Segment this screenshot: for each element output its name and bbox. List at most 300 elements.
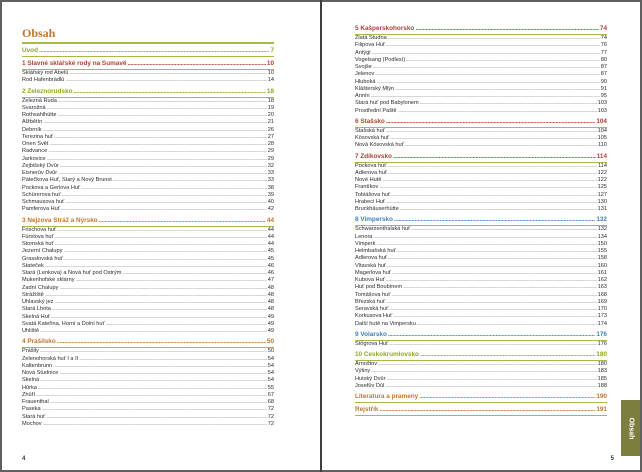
toc-entry[interactable]	[355, 368, 607, 375]
right-section-list	[355, 25, 607, 416]
leader-dots	[388, 255, 597, 262]
entry-page: 185	[597, 375, 607, 382]
toc-entry[interactable]	[22, 248, 274, 255]
toc-section	[355, 351, 607, 390]
toc-entry[interactable]	[22, 377, 274, 384]
leader-dots	[406, 57, 600, 64]
toc-entry[interactable]	[355, 313, 607, 320]
entry-label: Eisnerův Dvůr	[22, 170, 58, 176]
right-toc-column	[355, 22, 607, 416]
leader-dots	[371, 368, 596, 375]
toc-entry[interactable]	[355, 255, 607, 262]
entry-label: Výtiny	[355, 368, 371, 375]
leader-dots	[52, 306, 267, 313]
leader-dots	[385, 383, 596, 390]
entry-page: 44	[267, 241, 274, 247]
toc-entry[interactable]	[355, 42, 607, 49]
toc-entry[interactable]	[22, 227, 274, 234]
entry-label: Kaltenbrunn	[22, 362, 53, 369]
entry-page: 47	[267, 277, 274, 284]
leader-dots	[61, 192, 266, 199]
title-rule	[22, 42, 274, 44]
leader-dots	[39, 47, 269, 55]
leader-dots	[375, 71, 599, 78]
entry-page: 91	[600, 85, 607, 92]
leader-dots	[42, 406, 267, 413]
toc-entry[interactable]	[22, 170, 274, 177]
toc-entry[interactable]	[22, 134, 274, 141]
toc-entry[interactable]	[355, 306, 607, 313]
toc-entry[interactable]	[22, 392, 274, 399]
leader-dots	[382, 177, 596, 184]
entry-label: Rothsahlhütte	[22, 112, 57, 118]
toc-entry[interactable]	[355, 277, 607, 284]
section-page: 44	[266, 216, 274, 224]
leader-dots	[391, 292, 596, 299]
entry-page: 173	[597, 313, 607, 320]
toc-entry[interactable]	[22, 177, 274, 184]
leader-dots	[420, 351, 595, 359]
toc-entry[interactable]	[22, 141, 274, 148]
toc-entry[interactable]	[22, 234, 274, 241]
toc-entry[interactable]	[355, 79, 607, 86]
entry-page: 162	[597, 277, 607, 283]
leader-dots	[40, 348, 267, 355]
entry-label: Nová Kösovská huť	[355, 142, 404, 149]
entry-label: Annín	[355, 93, 370, 99]
leader-dots	[99, 217, 266, 225]
entry-page: 20	[267, 112, 274, 118]
chapter-tab-label: Obsah	[627, 417, 635, 439]
section-page: 114	[596, 152, 607, 160]
leader-dots	[58, 170, 267, 177]
toc-entry[interactable]	[22, 406, 274, 413]
toc-section	[355, 393, 607, 403]
section-page: 191	[596, 406, 607, 413]
entry-page: 45	[267, 255, 274, 262]
entry-label: Filipova Huť	[355, 42, 386, 49]
entry-label: Radvance	[22, 148, 48, 155]
entry-page: 72	[267, 413, 274, 420]
section-title: Literatura a prameny	[355, 393, 419, 400]
leader-dots	[76, 277, 267, 284]
entry-label: Hutský Dvůr	[355, 375, 386, 382]
leader-dots	[405, 142, 597, 149]
toc-entry[interactable]	[22, 421, 274, 428]
entry-label: Mukenhofské sklárny	[22, 277, 75, 284]
entry-label: Pamferova Huť	[22, 206, 60, 213]
toc-entry[interactable]	[355, 299, 607, 306]
entry-label: Nová Studnice	[22, 370, 59, 376]
entry-page: 19	[267, 104, 274, 111]
toc-entry[interactable]	[22, 356, 274, 363]
entry-page: 54	[267, 370, 274, 376]
section-heading[interactable]	[355, 393, 607, 401]
entry-label: Josefův Důl	[355, 382, 385, 389]
leader-dots	[386, 199, 597, 206]
toc-entry[interactable]	[22, 370, 274, 377]
entry-label: Kubova Huť	[355, 277, 385, 283]
entry-page: 163	[597, 284, 607, 291]
section-heading[interactable]	[22, 88, 274, 96]
leader-dots	[57, 338, 266, 346]
entry-page: 54	[267, 362, 274, 369]
toc-entry[interactable]	[22, 348, 274, 355]
entry-page: 44	[267, 226, 274, 233]
toc-entry[interactable]	[355, 361, 607, 368]
entry-page: 39	[267, 191, 274, 198]
entry-label: Vimperk	[355, 240, 376, 247]
toc-entry[interactable]	[22, 148, 274, 155]
section-page: 180	[596, 351, 607, 358]
toc-entry[interactable]	[355, 270, 607, 277]
toc-entry[interactable]	[355, 263, 607, 270]
entry-label: Terezina huť	[22, 133, 54, 140]
entry-page: 55	[267, 384, 274, 391]
toc-entry[interactable]	[355, 226, 607, 233]
toc-entry[interactable]	[355, 64, 607, 71]
entry-label: Hrabeci Huť	[355, 198, 386, 205]
entry-label: Vltavská huť	[355, 262, 387, 269]
leader-dots	[40, 328, 267, 335]
entry-page: 77	[600, 49, 607, 56]
toc-entry[interactable]	[22, 263, 274, 270]
toc-entry[interactable]	[355, 71, 607, 78]
toc-entry[interactable]	[22, 119, 274, 126]
entry-page: 104	[597, 127, 607, 134]
toc-entry[interactable]	[355, 170, 607, 177]
toc-entry[interactable]	[355, 383, 607, 390]
toc-entry[interactable]	[22, 256, 274, 263]
leader-dots	[386, 42, 600, 49]
toc-entry[interactable]	[355, 292, 607, 299]
entry-label: Zhůří	[22, 391, 36, 398]
toc-entry[interactable]	[355, 192, 607, 199]
toc-entry[interactable]	[22, 105, 274, 112]
toc-entry[interactable]	[22, 185, 274, 192]
toc-entry[interactable]	[22, 328, 274, 335]
entry-page: 103	[597, 100, 607, 107]
toc-entry[interactable]	[355, 163, 607, 170]
leader-dots	[386, 299, 597, 306]
toc-entry[interactable]	[355, 248, 607, 255]
toc-entry[interactable]	[355, 108, 607, 115]
entry-label: Huť pod Boubínem	[355, 284, 403, 291]
entry-page: 49	[267, 320, 274, 327]
toc-entry[interactable]	[355, 234, 607, 241]
toc-entry[interactable]	[355, 199, 607, 206]
leader-dots	[388, 170, 597, 177]
entry-label: Schwarzenthalská huť	[355, 226, 411, 233]
entry-page: 44	[267, 233, 274, 240]
leader-dots	[47, 156, 267, 163]
toc-entry[interactable]	[355, 128, 607, 135]
entry-label: Jezerní Chalupy	[22, 248, 63, 255]
entry-label: Pockova huť	[355, 162, 387, 169]
leader-dots	[65, 199, 267, 206]
entry-page: 33	[267, 170, 274, 176]
leader-dots	[389, 306, 596, 313]
entry-label: Helmbašská huť	[355, 248, 396, 254]
entry-label: Schmausova huť	[22, 199, 65, 205]
leader-dots	[387, 163, 597, 170]
toc-entry[interactable]	[22, 98, 274, 105]
leader-dots	[54, 134, 267, 141]
section-page: 104	[596, 117, 607, 125]
entry-label: Rod Hafenbrädlů	[22, 77, 65, 84]
leader-dots	[53, 363, 267, 370]
entry-label: Sklářský rod Abelů	[22, 70, 69, 76]
section-title: 3 Nejzova Stráž a Nýrsko	[22, 216, 98, 224]
entry-page: 170	[597, 306, 607, 312]
leader-dots	[60, 163, 267, 170]
entry-page: 134	[597, 233, 607, 240]
toc-entry[interactable]	[355, 100, 607, 107]
toc-entry[interactable]	[22, 306, 274, 313]
toc-section	[22, 47, 274, 57]
entry-page: 188	[597, 382, 607, 389]
toc-entry[interactable]	[22, 241, 274, 248]
leader-dots	[392, 270, 597, 277]
entry-page: 10	[267, 70, 274, 76]
toc-entry[interactable]	[22, 385, 274, 392]
leader-dots	[54, 299, 266, 306]
leader-dots	[394, 216, 595, 224]
section-heading[interactable]	[22, 217, 274, 225]
entry-label: Hůrka	[22, 384, 37, 391]
entry-page: 68	[267, 399, 274, 405]
entry-label: Frauenthal	[22, 399, 49, 405]
toc-section	[355, 406, 607, 416]
leader-dots	[376, 241, 596, 248]
leader-dots	[45, 292, 267, 299]
leader-dots	[371, 93, 600, 100]
entry-label: Stará Lhota	[22, 306, 51, 313]
entry-label: Stateček	[22, 262, 44, 269]
section-rule	[355, 415, 607, 416]
entry-label: Vogelsang (Podlesí)	[355, 56, 406, 63]
entry-page: 155	[597, 248, 607, 254]
entry-label: Stögrova Huť	[355, 340, 389, 347]
section-heading[interactable]	[22, 47, 274, 55]
entry-label: Hluboká	[355, 78, 376, 85]
entry-label: Skelná	[22, 377, 40, 384]
entry-label: Šeravská huť	[355, 306, 389, 312]
entry-page: 49	[267, 313, 274, 320]
section-title: 5 Kašperskohorsko	[355, 25, 415, 32]
entry-page: 29	[267, 155, 274, 162]
entry-page: 27	[267, 133, 274, 140]
toc-entry[interactable]	[22, 206, 274, 213]
leader-dots	[127, 60, 265, 68]
leader-dots	[45, 263, 267, 270]
entry-page: 174	[597, 320, 607, 327]
toc-entry[interactable]	[355, 57, 607, 64]
entry-label: Magerlova huť	[355, 269, 391, 276]
toc-entry[interactable]	[355, 35, 607, 42]
leader-dots	[387, 263, 597, 270]
entry-label: Svarožná	[22, 104, 46, 111]
toc-section	[355, 153, 607, 214]
entry-label: Tomášova huť	[355, 291, 391, 298]
entry-page: 18	[267, 97, 274, 104]
entry-label: Strážiště	[22, 291, 44, 298]
toc-entry[interactable]	[22, 163, 274, 170]
toc-entry[interactable]	[355, 93, 607, 100]
toc-entry[interactable]	[355, 86, 607, 93]
section-heading[interactable]	[355, 153, 607, 161]
right-page	[322, 2, 640, 470]
section-heading[interactable]	[355, 406, 607, 414]
entry-label: Kösovská huť	[355, 135, 390, 141]
leader-dots	[48, 148, 267, 155]
section-rule	[355, 402, 607, 403]
toc-entry[interactable]	[22, 70, 274, 77]
toc-entry[interactable]	[22, 270, 274, 277]
leader-dots	[81, 185, 267, 192]
entry-page: 160	[597, 262, 607, 269]
leader-dots	[397, 248, 597, 255]
left-toc-column	[22, 24, 274, 428]
entry-page: 76	[600, 42, 607, 49]
section-heading[interactable]	[355, 216, 607, 224]
entry-page: 125	[597, 184, 607, 191]
toc-entry[interactable]	[355, 341, 607, 348]
toc-entry[interactable]	[22, 292, 274, 299]
entry-page: 28	[267, 141, 274, 147]
toc-entry[interactable]	[355, 177, 607, 184]
entry-page: 150	[597, 240, 607, 247]
toc-entry[interactable]	[22, 285, 274, 292]
entry-page: 38	[267, 184, 274, 191]
entry-label: Lenora	[355, 233, 373, 240]
entry-page: 50	[267, 348, 274, 355]
entry-label: Svojše	[355, 64, 372, 70]
entry-label: Grasslovská huť	[22, 255, 63, 262]
toc-entry[interactable]	[22, 192, 274, 199]
entry-label: Tobiášova huť	[355, 191, 391, 198]
leader-dots	[59, 370, 266, 377]
toc-entry[interactable]	[355, 184, 607, 191]
toc-entry[interactable]	[355, 50, 607, 57]
toc-entry[interactable]	[22, 277, 274, 284]
entry-page: 95	[600, 93, 607, 99]
toc-entry[interactable]	[22, 299, 274, 306]
left-page	[2, 2, 320, 470]
toc-entry[interactable]	[22, 414, 274, 421]
section-heading[interactable]	[355, 331, 607, 339]
toc-entry[interactable]	[22, 199, 274, 206]
toc-entry[interactable]	[355, 284, 607, 291]
entry-page: 183	[597, 368, 607, 375]
toc-section	[22, 88, 274, 214]
toc-title: Obsah	[22, 26, 56, 40]
entry-label: Antýgl	[355, 49, 371, 56]
toc-entry[interactable]	[22, 363, 274, 370]
entry-page: 105	[597, 135, 607, 141]
toc-entry[interactable]	[22, 112, 274, 119]
leader-dots	[386, 118, 595, 126]
entry-label: Stará (Lenkova) a Nová huť pod Ostrým	[22, 270, 122, 276]
toc-entry[interactable]	[355, 376, 607, 383]
toc-entry[interactable]	[355, 206, 607, 213]
leader-dots	[61, 206, 267, 213]
entry-label: Schürerova huť	[22, 191, 61, 198]
section-title: 7 Zdíkovsko	[355, 152, 392, 160]
entry-page: 48	[267, 299, 274, 305]
entry-page: 127	[597, 191, 607, 198]
toc-section	[22, 60, 274, 85]
section-page: 74	[599, 25, 607, 32]
section-title: Úvod	[22, 47, 38, 54]
left-section-list	[22, 47, 274, 428]
entry-page: 80	[600, 56, 607, 63]
entry-page: 122	[597, 177, 607, 183]
section-heading[interactable]	[22, 338, 274, 346]
leader-dots	[398, 108, 597, 115]
toc-entry[interactable]	[22, 156, 274, 163]
entry-label: Debrník	[22, 126, 42, 133]
section-rule	[22, 56, 274, 57]
entry-label: Adlerova huť	[355, 169, 387, 176]
leader-dots	[379, 184, 596, 191]
toc-entry[interactable]	[355, 135, 607, 142]
toc-entry[interactable]	[22, 314, 274, 321]
section-title: Rejstřík	[355, 406, 379, 413]
toc-entry[interactable]	[22, 127, 274, 134]
toc-entry[interactable]	[22, 77, 274, 84]
toc-entry[interactable]	[355, 142, 607, 149]
toc-entry[interactable]	[22, 399, 274, 406]
entry-label: Pátečkova Huť, Starý a Nový Brunst	[22, 177, 112, 184]
entry-page: 161	[597, 269, 607, 276]
leader-dots	[57, 227, 267, 234]
entry-label: Arnoštov	[355, 361, 378, 367]
toc-entry[interactable]	[355, 241, 607, 248]
entry-label: Frischova huť	[22, 226, 57, 233]
toc-entry[interactable]	[355, 321, 607, 328]
entry-label: Železná Ruda	[22, 97, 57, 104]
section-heading[interactable]	[355, 118, 607, 126]
leader-dots	[415, 25, 599, 33]
entry-label: Uhlavský jez	[22, 299, 54, 305]
leader-dots	[64, 256, 267, 263]
entry-page: 67	[267, 391, 274, 398]
leader-dots	[373, 234, 596, 241]
entry-page: 48	[267, 306, 274, 313]
section-title: 10 Českokrumlovsko	[355, 351, 419, 358]
section-heading[interactable]	[22, 60, 274, 68]
leader-dots	[51, 314, 267, 321]
leader-dots	[400, 206, 597, 213]
entry-label: Zejbišský Dvůr	[22, 162, 59, 169]
leader-dots	[372, 50, 600, 57]
entry-label: Klášterský Mlýn	[355, 85, 395, 92]
section-page: 176	[596, 330, 607, 338]
leader-dots	[386, 128, 597, 135]
section-heading[interactable]	[355, 351, 607, 359]
section-page: 7	[270, 47, 274, 54]
toc-entry[interactable]	[22, 321, 274, 328]
entry-page: 110	[598, 142, 607, 149]
entry-page: 90	[600, 78, 607, 85]
toc-section	[355, 331, 607, 348]
entry-label: Březská huť	[355, 298, 386, 305]
leader-dots	[38, 385, 267, 392]
leader-dots	[73, 88, 265, 96]
section-heading[interactable]	[355, 25, 607, 33]
entry-label: Stomská huť	[22, 241, 54, 247]
